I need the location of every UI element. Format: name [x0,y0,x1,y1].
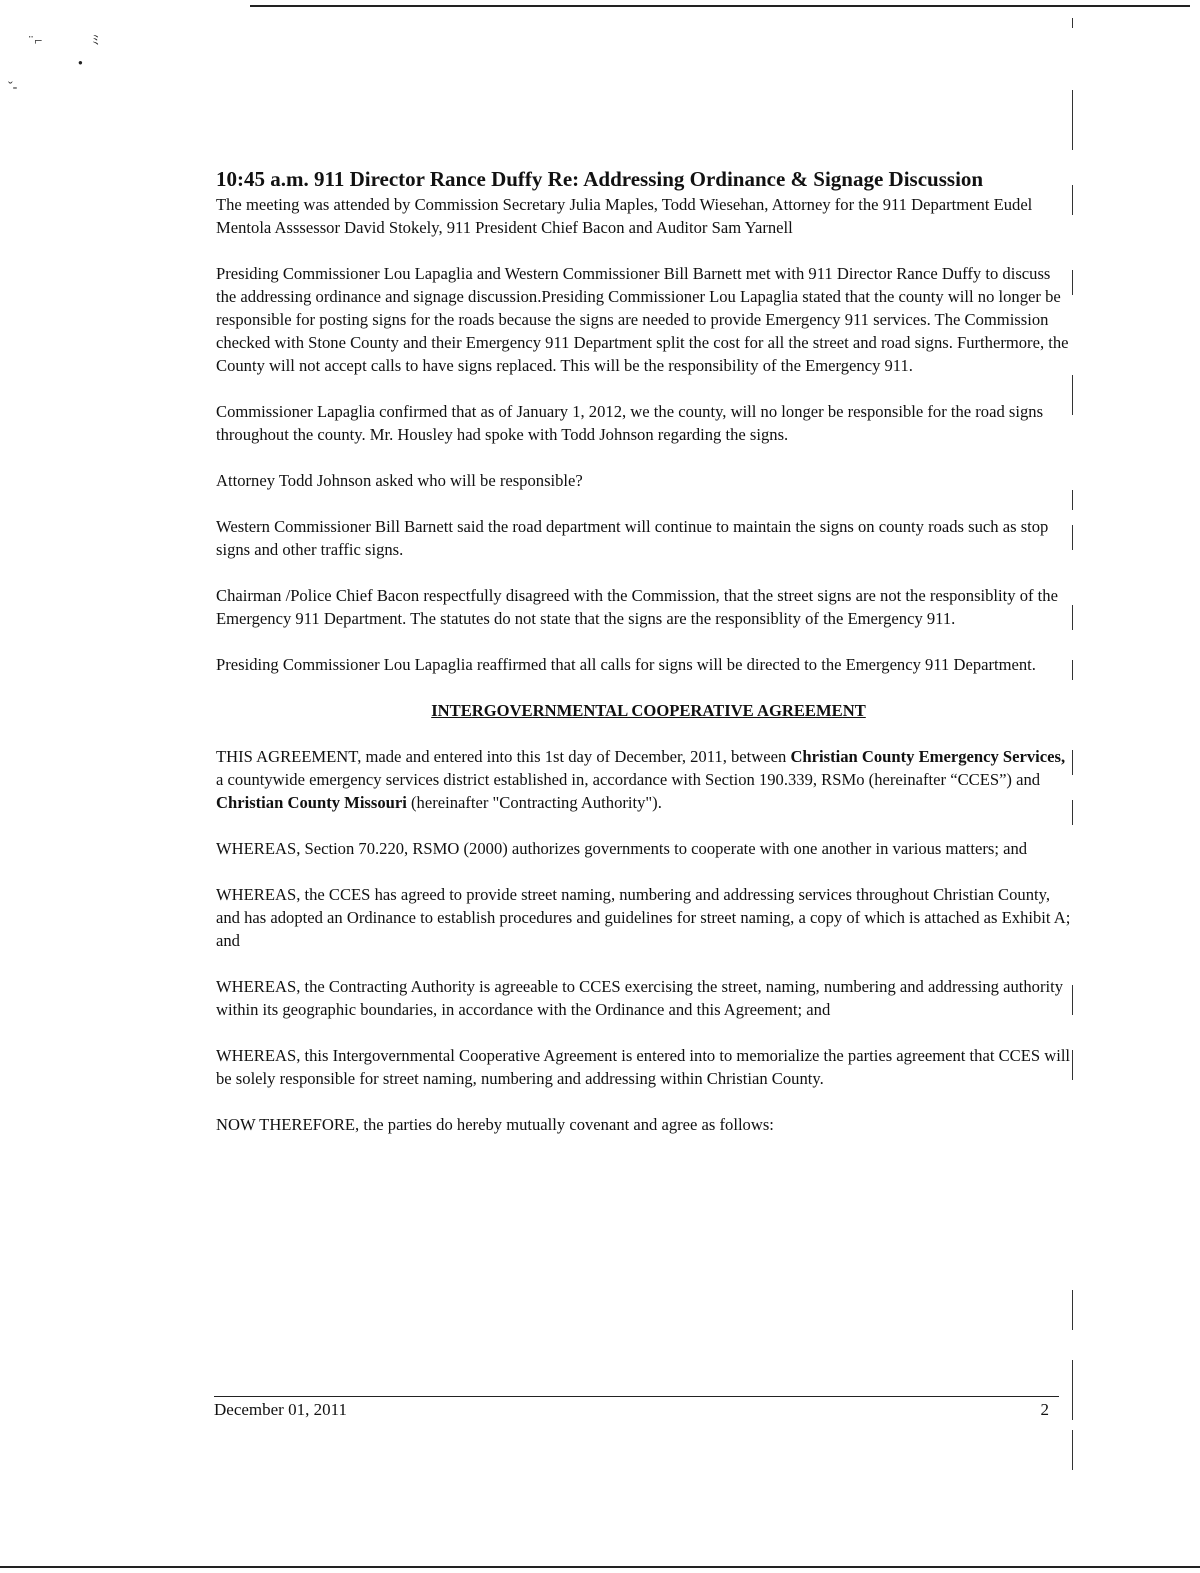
scan-edge-tick [1072,270,1073,295]
meeting-heading: 10:45 a.m. 911 Director Rance Duffy Re: Addressing Ordinance & Signage Discussion [216,167,984,191]
page-number: 2 [1040,1400,1049,1419]
now-therefore-clause: NOW THEREFORE, the parties do hereby mutually covenant and agree as follows: [216,1115,774,1134]
scan-edge-tick [1072,525,1073,550]
whereas-clause: WHEREAS, the Contracting Authority is agreeable to CCES exercising the street, naming, numbering and addressing authority within its geographic boundaries, in accordance with the Ordinance and this Agreement; and [216,977,1064,1019]
footer-date: December 01, 2011 [214,1400,347,1419]
scan-top-rule [250,5,1190,7]
scan-artifact-mark: ﾆ̈ ⌐ [20,34,43,49]
discussion-paragraph: Chairman /Police Chief Bacon respectfully disagreed with the Commission, that the street signs are not the responsiblity of the Emergency 911 Department. The statutes do not state that the signs are the responsiblity of the Emergency 911. [216,586,1058,628]
agreement-intro-text: (hereinafter "Contracting Authority"). [406,793,662,812]
scan-edge-tick [1072,18,1073,28]
scan-edge-tick [1072,750,1073,775]
scan-edge-tick [1072,660,1073,680]
scan-edge-tick [1072,1430,1073,1470]
page-footer [214,1396,1059,1419]
scan-edge-tick [1072,185,1073,215]
scan-artifact-mark: ﾐ [92,34,99,49]
whereas-clause: WHEREAS, Section 70.220, RSMO (2000) authorizes governments to cooperate with one another in various matters; and [216,839,1028,858]
scan-artifact-dot: ● [78,58,83,67]
scan-edge-tick [1072,1360,1073,1420]
scan-edge-tick [1072,1290,1073,1330]
agreement-intro-text: a countywide emergency services district established in, accordance with Section 190.339, RSMo (hereinafter “CCES”) and [216,770,1041,789]
party-name: Christian County Emergency Services, [790,747,1066,766]
scan-edge-tick [1072,90,1073,150]
scan-edge-tick [1072,375,1073,415]
discussion-paragraph: Commissioner Lapaglia confirmed that as of January 1, 2012, we the county, will no longer be responsible for the road signs throughout the county. Mr. Housley had spoke with Todd Johnson regarding the signs. [216,402,1044,444]
whereas-clause: WHEREAS, this Intergovernmental Cooperative Agreement is entered into to memorialize the parties agreement that CCES will be solely responsible for street naming, numbering and addressing within Christian County. [216,1046,1071,1088]
scan-edge-tick [1072,490,1073,510]
discussion-paragraph: Western Commissioner Bill Barnett said the road department will continue to maintain the signs on county roads such as stop signs and other traffic signs. [216,517,1049,559]
agreement-title: INTERGOVERNMENTAL COOPERATIVE AGREEMENT [431,701,866,720]
scan-edge-tick [1072,800,1073,825]
agreement-intro [216,745,1071,814]
agreement-intro-text: THIS AGREEMENT, made and entered into this 1st day of December, 2011, between [216,747,791,766]
discussion-paragraph: Presiding Commissioner Lou Lapaglia reaffirmed that all calls for signs will be directed to the Emergency 911 Department. [216,655,1036,674]
discussion-paragraph: Attorney Todd Johnson asked who will be responsible? [216,471,583,490]
attendance-paragraph: The meeting was attended by Commission Secretary Julia Maples, Todd Wiesehan, Attorney for the 911 Department Eudel Mentola Asssessor David Stokely, 911 President Chief Bacon and Auditor Sam Yarnell [216,195,1033,237]
document-body [216,166,1071,1136]
scan-bottom-rule [0,1566,1200,1568]
scan-edge-tick [1072,1050,1073,1080]
discussion-paragraph: Presiding Commissioner Lou Lapaglia and Western Commissioner Bill Barnett met with 911 Director Rance Duffy to discuss the addressing ordinance and signage discussion.Presiding Commissioner Lou Lapaglia stated that the county will no longer be responsible for posting signs for the roads because the signs are needed to provide Emergency 911 services. The Commission checked with Stone County and their Emergency 911 Department split the cost for all the street and road signs. Furthermore, the County will not accept calls to have signs replaced. This will be the responsibility of the Emergency 911. [216,264,1069,375]
party-name: Christian County Missouri [216,793,407,812]
whereas-clause: WHEREAS, the CCES has agreed to provide street naming, numbering and addressing services throughout Christian County, and has adopted an Ordinance to establish procedures and guidelines for street naming, a copy of which is attached as Exhibit A; and [216,885,1071,950]
scan-artifact-mark: ˇ- [8,80,18,95]
scan-edge-tick [1072,985,1073,1015]
scan-edge-tick [1072,605,1073,630]
